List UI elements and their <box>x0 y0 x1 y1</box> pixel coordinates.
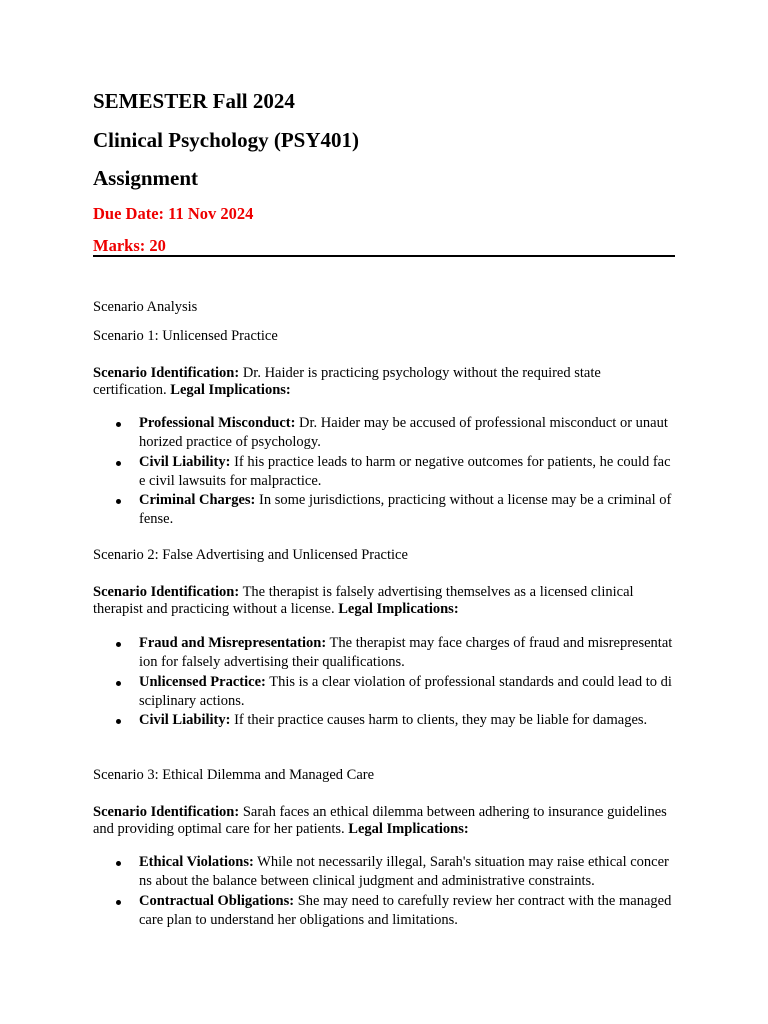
identification-text: Sarah faces an ethical dilemma between adhering to insurance guidelines and providing optimal care for her patients. <box>93 804 667 837</box>
implications-list <box>93 853 675 930</box>
item-text: She may need to carefully review her contract with the managed care plan to understand her obligations and limitations. <box>139 892 672 928</box>
list-item <box>93 673 675 712</box>
legal-implications-label: Legal Implications: <box>348 821 469 837</box>
list-item <box>93 491 675 530</box>
bullet-icon <box>116 681 121 686</box>
legal-implications-label: Legal Implications: <box>338 601 459 617</box>
item-label: Civil Liability: <box>139 453 231 470</box>
bullet-icon <box>116 642 121 647</box>
item-text: Dr. Haider may be accused of professional misconduct or unauthorized practice of psychology. <box>139 415 668 451</box>
scenario-heading: Scenario 2: False Advertising and Unlicensed Practice <box>93 547 408 563</box>
bullet-icon <box>116 422 121 427</box>
item-label: Civil Liability: <box>139 712 231 729</box>
course-title: Clinical Psychology (PSY401) <box>93 128 359 152</box>
item-label: Contractual Obligations: <box>139 892 295 909</box>
list-item <box>93 634 675 673</box>
bullet-icon <box>116 499 121 504</box>
implications-list <box>93 414 675 530</box>
list-item <box>93 892 675 931</box>
item-label: Fraud and Misrepresentation: <box>139 635 327 651</box>
implications-list <box>93 634 675 730</box>
scenario-identification <box>93 584 675 618</box>
assignment-title: Assignment <box>93 166 199 190</box>
scenario-heading: Scenario 3: Ethical Dilemma and Managed Care <box>93 767 375 783</box>
item-text: If his practice leads to harm or negative outcomes for patients, he could face civil lawsuits for malpractice. <box>139 453 671 489</box>
identification-text: Dr. Haider is practicing psychology without the required state certification. <box>93 365 601 398</box>
list-item <box>93 414 675 453</box>
identification-label: Scenario Identification: <box>93 365 240 381</box>
header-divider <box>93 255 675 257</box>
item-text: If their practice causes harm to clients, they may be liable for damages. <box>230 712 648 729</box>
legal-implications-label: Legal Implications: <box>170 382 291 398</box>
item-text: While not necessarily illegal, Sarah's situation may raise ethical concerns about the balance between clinical judgment and administrative constraints. <box>139 854 669 890</box>
item-text: In some jurisdictions, practicing without a license may be a criminal offense. <box>139 492 672 528</box>
identification-text: The therapist is falsely advertising themselves as a licensed clinical therapist and practicing without a license. <box>93 584 634 617</box>
scenario-identification <box>93 365 675 399</box>
list-item <box>93 453 675 492</box>
identification-label: Scenario Identification: <box>93 584 240 600</box>
list-item <box>93 853 675 892</box>
item-text: The therapist may face charges of fraud and misrepresentation for falsely advertising their qualifications. <box>139 635 673 671</box>
scenario-identification <box>93 804 675 838</box>
due-date: Due Date: 11 Nov 2024 <box>93 204 254 223</box>
item-label: Professional Misconduct: <box>139 415 296 431</box>
item-text: This is a clear violation of professional standards and could lead to disciplinary actions. <box>139 673 672 709</box>
semester-title: SEMESTER Fall 2024 <box>93 89 295 113</box>
marks: Marks: 20 <box>93 236 166 255</box>
bullet-icon <box>116 861 121 866</box>
item-label: Criminal Charges: <box>139 492 256 509</box>
bullet-icon <box>116 719 121 724</box>
section-title: Scenario Analysis <box>93 299 198 315</box>
item-label: Unlicensed Practice: <box>139 673 266 690</box>
identification-label: Scenario Identification: <box>93 804 240 820</box>
scenario-heading: Scenario 1: Unlicensed Practice <box>93 328 278 344</box>
item-label: Ethical Violations: <box>139 854 254 870</box>
bullet-icon <box>116 900 121 905</box>
bullet-icon <box>116 461 121 466</box>
list-item <box>93 711 675 730</box>
